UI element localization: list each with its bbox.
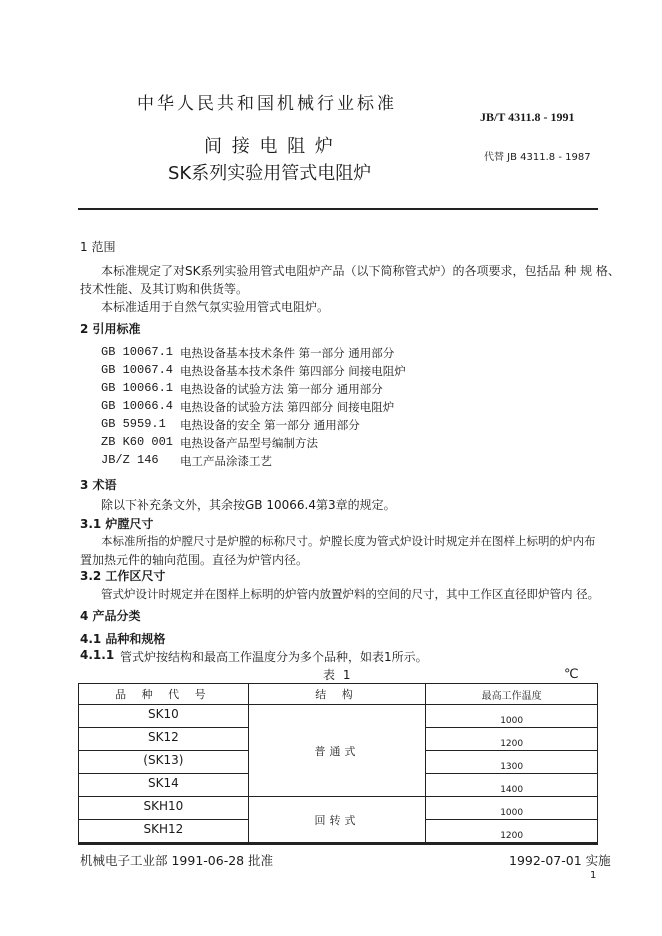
temp-cell: 1200	[426, 728, 598, 751]
section-1-para2: 本标准适用于自然气氛实验用管式电阻炉。	[101, 300, 330, 314]
section-3-heading: 3 术语	[80, 478, 117, 492]
section-3-para: 除以下补充条文外，其余按GB 10066.4第3章的规定。	[101, 498, 396, 512]
section-1-heading: 1 范围	[80, 240, 116, 254]
temp-cell: 1200	[426, 820, 598, 843]
section-4-1-heading: 4.1 品种和规格	[80, 632, 166, 646]
approval-note: 机械电子工业部 1991-06-28 批准	[80, 853, 274, 868]
ref-title: 电热设备基本技术条件 第一部分 通用部分	[180, 346, 395, 360]
ref-code: JB/Z 146	[101, 453, 159, 467]
ref-title: 电热设备的试验方法 第四部分 间接电阻炉	[180, 400, 395, 414]
replaces-note: 代替 JB 4311.8 - 1987	[484, 152, 591, 163]
table-unit: ℃	[564, 667, 579, 682]
ref-code: ZB K60 001	[101, 435, 174, 449]
ref-title: 电热设备基本技术条件 第四部分 间接电阻炉	[180, 364, 406, 378]
section-3-2-para: 管式炉设计时规定并在图样上标明的炉管内放置炉料的空间的尺寸，其中工作区直径即炉管内 径。	[101, 587, 600, 601]
structure-cell-rotary: 回转式	[248, 797, 426, 843]
page-number: 1	[590, 870, 597, 881]
ref-code: GB 10067.1	[101, 345, 174, 359]
structure-cell-normal: 普通式	[248, 705, 426, 797]
temp-cell: 1000	[426, 797, 598, 820]
section-4-heading: 4 产品分类	[80, 609, 141, 623]
header-structure: 结 构	[248, 684, 426, 705]
header-max-temp: 最高工作温度	[426, 684, 598, 705]
model-cell: SK10	[79, 705, 249, 728]
model-cell: SK14	[79, 774, 249, 797]
footer-rule	[78, 843, 598, 845]
header-rule	[78, 208, 598, 210]
table-row	[79, 705, 598, 728]
ref-code: GB 5959.1	[101, 417, 166, 431]
section-4-1-1-text: 管式炉按结构和最高工作温度分为多个品种，如表1所示。	[120, 650, 428, 664]
ref-code: GB 10066.1	[101, 381, 174, 395]
section-3-1-para-line1: 本标准所指的炉膛尺寸是炉膛的标称尺寸。炉膛长度为管式炉设计时规定并在图样上标明的炉内布	[101, 534, 596, 548]
ref-title: 电热设备的试验方法 第一部分 通用部分	[180, 382, 383, 396]
model-cell: SKH12	[79, 820, 249, 843]
ref-code: GB 10067.4	[101, 363, 174, 377]
section-3-1-para-line2: 置加热元件的轴向范围。直径为炉管内径。	[80, 553, 309, 567]
implementation-date: 1992-07-01 实施	[509, 853, 611, 868]
section-1-para1-line1: 本标准规定了对SK系列实验用管式电阻炉产品（以下简称管式炉）的各项要求，包括品 种 规 格、	[101, 264, 620, 278]
section-3-1-heading: 3.1 炉膛尺寸	[80, 517, 154, 531]
section-1-para1-line2: 技术性能、及其订购和供货等。	[80, 282, 249, 296]
temp-cell: 1300	[426, 751, 598, 774]
table-header-row	[79, 684, 598, 705]
ref-title: 电工产品涂漆工艺	[180, 454, 272, 468]
temp-cell: 1000	[426, 705, 598, 728]
ref-title: 电热设备产品型号编制方法	[180, 436, 318, 450]
model-cell: SK12	[79, 728, 249, 751]
title-line2: SK系列实验用管式电阻炉	[168, 163, 372, 184]
temp-cell: 1400	[426, 774, 598, 797]
section-3-2-heading: 3.2 工作区尺寸	[80, 569, 166, 583]
section-4-1-1-number: 4.1.1	[80, 648, 115, 662]
model-cell: (SK13)	[79, 751, 249, 774]
ref-title: 电热设备的安全 第一部分 通用部分	[180, 418, 360, 432]
standard-number: JB/T 4311.8 - 1991	[480, 110, 575, 124]
org-title: 中华人民共和国机械行业标准	[137, 94, 397, 114]
section-2-heading: 2 引用标准	[80, 322, 141, 336]
model-cell: SKH10	[79, 797, 249, 820]
title-line1: 间 接 电 阻 炉	[204, 136, 335, 157]
ref-code: GB 10066.4	[101, 399, 174, 413]
table-caption: 表 1	[323, 668, 353, 682]
header-model: 品 种 代 号	[79, 684, 249, 705]
spec-table	[78, 683, 598, 843]
table-row	[79, 797, 598, 820]
